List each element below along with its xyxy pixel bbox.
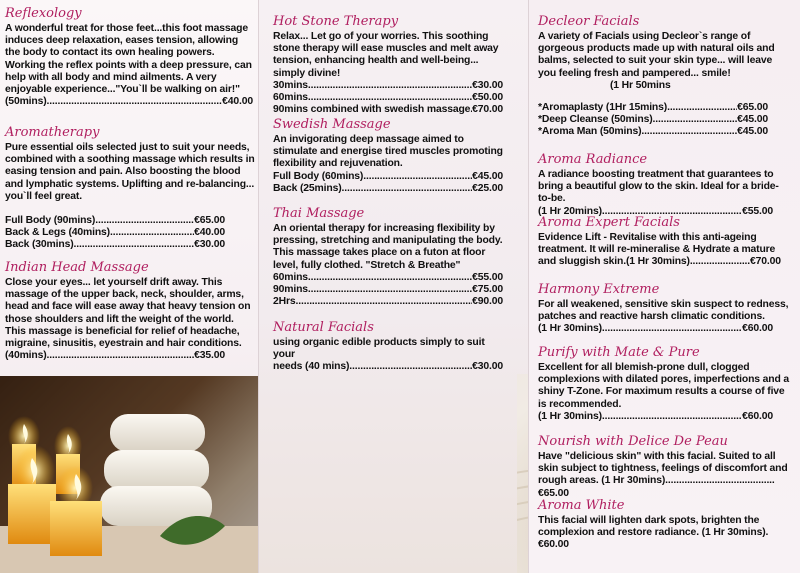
price-row bbox=[538, 411, 773, 423]
price-row bbox=[5, 227, 225, 239]
price-row bbox=[5, 239, 225, 251]
price-label: (40mins) bbox=[5, 350, 47, 362]
price-label: *Deep Cleanse (50mins) bbox=[538, 114, 653, 126]
price-row bbox=[5, 96, 253, 108]
candles-illustration bbox=[0, 376, 258, 573]
price-label: 60mins bbox=[273, 271, 308, 283]
price-label: *Aromaplasty (1Hr 15mins) bbox=[538, 102, 668, 114]
price-value: €65.00 bbox=[737, 102, 768, 114]
price-label: Full Body (90mins) bbox=[5, 215, 96, 227]
price-label: (1 Hr 20mins) bbox=[538, 205, 602, 217]
section-description: Have "delicious skin" with this facial. Suited to all skin subject to tightness, feelings of discomfort and rough areas. (1 Hr 30mins)........................................€65.00 bbox=[538, 451, 788, 499]
section-description: Excellent for all blemish-prone dull, clogged complexions with dilated pores, imperfections and a shiny T-Zone. For maximum results a course of five is recommended. bbox=[538, 362, 790, 410]
price-row bbox=[273, 361, 503, 373]
section-title: Swedish Massage bbox=[273, 117, 391, 132]
section-description: A variety of Facials using Decleor`s range of gorgeous products made up with natural oils and balms, selected to suit your skin type... will leave you feeling fresh and pampered... smile! bbox=[538, 31, 775, 79]
price-value: €70.00 bbox=[472, 104, 503, 116]
section-description: Close your eyes... let yourself drift away. This massage of the upper back, neck, shoulder, arms, head and face will ease away that heavy tension on those shoulders and lift the weight of the world. This massage is beneficial for relief of headache, migraine, sinusitis, eyestrain and hair conditions. bbox=[5, 277, 251, 350]
section-aroma-radiance bbox=[538, 152, 790, 218]
section-aromatherapy bbox=[5, 125, 255, 252]
section-decleor bbox=[538, 14, 790, 139]
section-title: Natural Facials bbox=[273, 320, 374, 335]
section-title: Aromatherapy bbox=[5, 125, 100, 140]
section-reflexology bbox=[5, 6, 253, 108]
price-value: €45.00 bbox=[472, 170, 503, 182]
price-value: €25.00 bbox=[472, 182, 503, 194]
column-massage-left bbox=[0, 0, 258, 573]
section-nourish bbox=[538, 434, 790, 500]
price-label: 60mins bbox=[273, 92, 308, 104]
price-value: €50.00 bbox=[472, 92, 503, 104]
section-harmony-extreme bbox=[538, 282, 790, 336]
price-row bbox=[273, 272, 503, 284]
price-label: Full Body (60mins) bbox=[273, 170, 364, 182]
section-title: Purify with Mate & Pure bbox=[538, 345, 700, 360]
section-title: Aroma Radiance bbox=[538, 152, 648, 167]
price-label: Back (30mins) bbox=[5, 239, 74, 251]
section-title: Aroma White bbox=[538, 498, 625, 513]
price-label: (50mins) bbox=[5, 96, 47, 108]
price-value: €30.00 bbox=[472, 361, 503, 373]
section-title: Thai Massage bbox=[273, 206, 365, 221]
section-note: (1 Hr 50mins bbox=[610, 79, 671, 91]
price-row bbox=[5, 350, 225, 362]
section-description: A radiance boosting treatment that guarantees to bring a beautiful glow to the skin. Ideal for a bride-to-be. bbox=[538, 169, 779, 205]
price-label: (1 Hr 30mins) bbox=[538, 323, 602, 335]
section-title: Aroma Expert Facials bbox=[538, 215, 680, 230]
price-row bbox=[5, 215, 225, 227]
price-label: (1 Hr 30mins) bbox=[538, 410, 602, 422]
column-massage-middle bbox=[258, 0, 529, 573]
price-label: 2Hrs bbox=[273, 296, 296, 308]
column-facials-right bbox=[528, 0, 800, 573]
section-title: Hot Stone Therapy bbox=[273, 14, 399, 29]
price-label: *Aroma Man (50mins) bbox=[538, 126, 642, 138]
section-description: This facial will lighten dark spots, brighten the complexion and restore radiance. (1 Hr 30mins).€60.00 bbox=[538, 515, 769, 551]
section-natural-facials bbox=[273, 320, 503, 374]
price-row bbox=[273, 284, 503, 296]
section-swedish bbox=[273, 117, 503, 195]
price-value: €90.00 bbox=[472, 296, 503, 308]
price-value: €55.00 bbox=[742, 205, 773, 217]
price-value: €35.00 bbox=[194, 350, 225, 362]
section-description: Evidence Lift - Revitalise with this anti-ageing treatment. It will re-mineralise & Hydrate a mature and sluggish skin.(1 Hr 30mins)......................€70.00 bbox=[538, 232, 781, 268]
section-description: An invigorating deep massage aimed to stimulate and energise tired muscles promoting flexibility and rejuvenation. bbox=[273, 134, 503, 170]
price-value: €40.00 bbox=[194, 227, 225, 239]
price-value: €45.00 bbox=[737, 114, 768, 126]
price-value: €60.00 bbox=[742, 323, 773, 335]
price-row bbox=[273, 104, 503, 116]
price-label: 90mins bbox=[273, 284, 308, 296]
section-purify bbox=[538, 345, 790, 423]
section-description: Relax... Let go of your worries. This soothing stone therapy will ease muscles and melt away tension, enhancing health and well-being... simply divine! bbox=[273, 31, 499, 79]
section-description: For all weakened, sensitive skin suspect to redness, patches and reactive harsh climatic conditions. bbox=[538, 299, 789, 323]
price-row bbox=[538, 126, 768, 138]
price-row bbox=[273, 171, 503, 183]
price-label: needs (40 mins) bbox=[273, 361, 350, 373]
price-label: Back & Legs (40mins) bbox=[5, 227, 110, 239]
price-value: €40.00 bbox=[222, 96, 253, 108]
candles-towels-photo bbox=[0, 376, 258, 573]
section-title: Harmony Extreme bbox=[538, 282, 660, 297]
price-value: €55.00 bbox=[472, 271, 503, 283]
section-title: Indian Head Massage bbox=[5, 260, 149, 275]
section-description: A wonderful treat for those feet...this foot massage induces deep relaxation, eases tension, allowing the body to contact its own healing powers. Working the reflex points with a deep pressure, can help with all body and mind ailments. A very enjoyable experience..."You`ll be walking on air!" bbox=[5, 23, 252, 96]
price-value: €30.00 bbox=[194, 239, 225, 251]
price-value: €45.00 bbox=[737, 126, 768, 138]
section-hot-stone bbox=[273, 14, 503, 116]
section-description: using organic edible products simply to suit your bbox=[273, 337, 485, 361]
price-value: €30.00 bbox=[472, 79, 503, 91]
price-row bbox=[538, 102, 768, 114]
section-thai bbox=[273, 206, 503, 308]
section-title: Decleor Facials bbox=[538, 14, 640, 29]
price-row bbox=[273, 80, 503, 92]
section-description: An oriental therapy for increasing flexibility by pressing, stretching and manipulating the body. This massage takes place on a futon at floor level, fully clothed. "Stretch & Breathe" bbox=[273, 223, 503, 271]
price-row bbox=[273, 183, 503, 195]
price-row bbox=[538, 114, 768, 126]
price-row bbox=[538, 323, 773, 335]
section-aroma-white bbox=[538, 498, 790, 552]
price-row bbox=[273, 296, 503, 308]
price-row bbox=[273, 92, 503, 104]
section-title: Reflexology bbox=[5, 6, 82, 21]
price-value: €60.00 bbox=[742, 410, 773, 422]
price-label: 30mins bbox=[273, 79, 308, 91]
price-value: €65.00 bbox=[194, 215, 225, 227]
price-label: 90mins combined with swedish massage bbox=[273, 104, 471, 116]
section-description: Pure essential oils selected just to suit your needs, combined with a soothing massage which results in easing tension and pain. Also boosting the blood and lymphatic systems. Uplifting and re-balancing... you`ll feel great. bbox=[5, 142, 255, 202]
section-indian-head-massage bbox=[5, 260, 251, 362]
section-title: Nourish with Delice De Peau bbox=[538, 434, 728, 449]
price-label: Back (25mins) bbox=[273, 182, 342, 194]
price-value: €75.00 bbox=[472, 284, 503, 296]
section-aroma-expert bbox=[538, 215, 790, 269]
